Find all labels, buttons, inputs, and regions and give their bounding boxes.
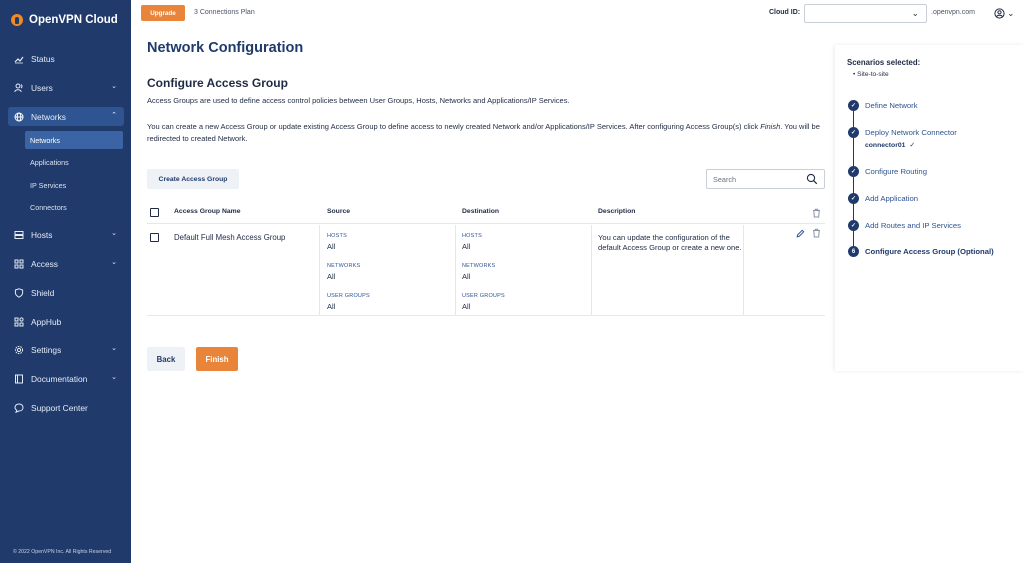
row-checkbox[interactable]	[150, 233, 159, 242]
sidebar-subitem-networks[interactable]: Networks	[25, 131, 123, 149]
column-header-name: Access Group Name	[174, 208, 241, 215]
sidebar-item-shield[interactable]	[8, 283, 124, 302]
trash-icon[interactable]	[812, 228, 821, 238]
search-input[interactable]	[713, 174, 803, 185]
sidebar-item-apphub[interactable]	[8, 312, 124, 331]
section-title: Configure Access Group	[147, 76, 288, 90]
intro-text: Access Groups are used to define access control policies between User Groups, Hosts, Networks and Applications/IP Services.	[147, 96, 570, 105]
sidebar-item-settings[interactable]	[8, 340, 124, 359]
sidebar-subitem-ip-services[interactable]: IP Services	[30, 180, 67, 190]
table-row	[147, 225, 825, 316]
globe-icon	[14, 112, 24, 122]
page-title: Network Configuration	[147, 40, 304, 56]
check-icon: ✓	[848, 166, 859, 177]
destination-group-value: All	[462, 272, 471, 281]
column-divider	[591, 225, 592, 316]
sidebar-item-label: Hosts	[31, 229, 53, 240]
access-group-description: You can update the configuration of the default Access Group or create a new one.	[598, 233, 742, 252]
sidebar-item-label: Users	[31, 82, 53, 93]
users-icon	[14, 83, 24, 93]
step-define-network[interactable]: Define Network	[865, 101, 918, 110]
create-access-group-button[interactable]: Create Access Group	[147, 169, 239, 189]
step-add-application[interactable]: Add Application	[865, 194, 918, 203]
search-icon[interactable]	[806, 173, 818, 185]
destination-group-label: USER GROUPS	[462, 293, 505, 299]
check-icon: ✓	[848, 100, 859, 111]
check-icon: ✓	[848, 220, 859, 231]
source-group-label: HOSTS	[327, 233, 347, 239]
search-box[interactable]	[706, 169, 825, 189]
table-header	[147, 202, 825, 224]
user-menu[interactable]	[994, 7, 1016, 19]
source-group-value: All	[327, 302, 336, 311]
brand[interactable]	[11, 13, 118, 27]
check-icon: ✓	[848, 127, 859, 138]
destination-group-value: All	[462, 302, 471, 311]
openvpn-logo-icon	[11, 14, 23, 26]
gear-icon	[14, 345, 24, 355]
chevron-down-icon: ⌄	[1007, 7, 1015, 18]
sidebar-item-label: AppHub	[31, 316, 62, 327]
destination-group-label: NETWORKS	[462, 263, 496, 269]
sidebar-item-label: Networks	[31, 111, 66, 122]
step-configure-access-group[interactable]: Configure Access Group (Optional)	[865, 247, 994, 256]
chevron-down-icon: ⌄	[111, 259, 117, 266]
column-divider	[743, 225, 744, 316]
scenario-item: • Site-to-site	[853, 71, 889, 78]
column-header-source: Source	[327, 208, 351, 215]
sidebar-subitem-connectors[interactable]: Connectors	[30, 202, 67, 212]
sidebar-item-label: Shield	[31, 287, 55, 298]
sidebar-item-label: Status	[31, 53, 55, 64]
access-group-name[interactable]: Default Full Mesh Access Group	[174, 233, 286, 242]
column-divider	[319, 225, 320, 316]
finish-button[interactable]: Finish	[196, 347, 238, 371]
sidebar-item-label: Settings	[31, 344, 62, 355]
trash-icon[interactable]	[812, 208, 821, 218]
chevron-down-icon: ⌄	[111, 374, 117, 381]
step-configure-routing[interactable]: Configure Routing	[865, 167, 927, 176]
select-all-checkbox[interactable]	[150, 208, 159, 217]
sidebar-item-label: Access	[31, 258, 58, 269]
server-icon	[14, 230, 24, 240]
plan-text: 3 Connections Plan	[194, 9, 255, 16]
cloud-id-label: Cloud ID:	[769, 9, 801, 16]
shield-icon	[14, 288, 24, 298]
sidebar-item-access[interactable]	[8, 254, 124, 273]
sidebar-item-label: Documentation	[31, 373, 88, 384]
sidebar-item-hosts[interactable]	[8, 225, 124, 244]
column-header-description: Description	[598, 208, 636, 215]
book-icon	[14, 374, 24, 384]
sidebar-item-documentation[interactable]	[8, 369, 124, 388]
user-account-icon	[994, 8, 1005, 19]
edit-icon[interactable]	[796, 229, 805, 238]
copyright: © 2022 OpenVPN Inc. All Rights Reserved	[13, 549, 112, 555]
chat-icon	[14, 403, 24, 413]
connector-name: connector01 ✓	[865, 141, 916, 149]
source-group-value: All	[327, 242, 336, 251]
step-deploy-network-connector[interactable]: Deploy Network Connector	[865, 128, 957, 137]
chevron-down-icon: ⌄	[111, 345, 117, 352]
column-header-destination: Destination	[462, 208, 500, 215]
check-icon: ✓	[848, 193, 859, 204]
chevron-down-icon: ⌄	[111, 230, 117, 237]
brand-name: OpenVPN Cloud	[29, 14, 118, 26]
scenario-panel	[835, 45, 1024, 371]
step-number-badge: 6	[848, 246, 859, 257]
scenarios-title: Scenarios selected:	[847, 58, 921, 67]
chevron-down-icon: ⌄	[111, 83, 117, 90]
destination-group-label: HOSTS	[462, 233, 482, 239]
sidebar	[0, 0, 131, 563]
back-button[interactable]: Back	[147, 347, 185, 371]
destination-group-value: All	[462, 242, 471, 251]
chevron-up-icon: ⌃	[111, 112, 117, 119]
grid-icon	[14, 259, 24, 269]
sidebar-item-status[interactable]	[8, 49, 124, 68]
step-add-routes-ip-services[interactable]: Add Routes and IP Services	[865, 221, 962, 230]
chart-line-icon	[14, 54, 24, 64]
checkmark-icon: ✓	[909, 142, 916, 149]
source-group-label: NETWORKS	[327, 263, 361, 269]
apps-icon	[14, 317, 24, 327]
sidebar-subitem-applications[interactable]: Applications	[30, 157, 69, 167]
cloud-id-select[interactable]	[804, 4, 927, 23]
instruction-text: You can create a new Access Group or update existing Access Group to define access to newly created Network and/or Applications/IP Services. After configuring Access Group(s) click Finish. You will be redirected to created Network.	[147, 122, 820, 143]
sidebar-item-label: Support Center	[31, 402, 88, 413]
domain-suffix: .openvpn.com	[931, 9, 975, 16]
chevron-down-icon: ⌄	[911, 8, 919, 18]
sidebar-item-users[interactable]	[8, 78, 124, 97]
upgrade-button[interactable]: Upgrade	[141, 5, 185, 21]
source-group-value: All	[327, 272, 336, 281]
sidebar-item-support-center[interactable]	[8, 398, 124, 417]
source-group-label: USER GROUPS	[327, 293, 370, 299]
sidebar-item-networks[interactable]	[8, 107, 124, 126]
column-divider	[455, 225, 456, 316]
